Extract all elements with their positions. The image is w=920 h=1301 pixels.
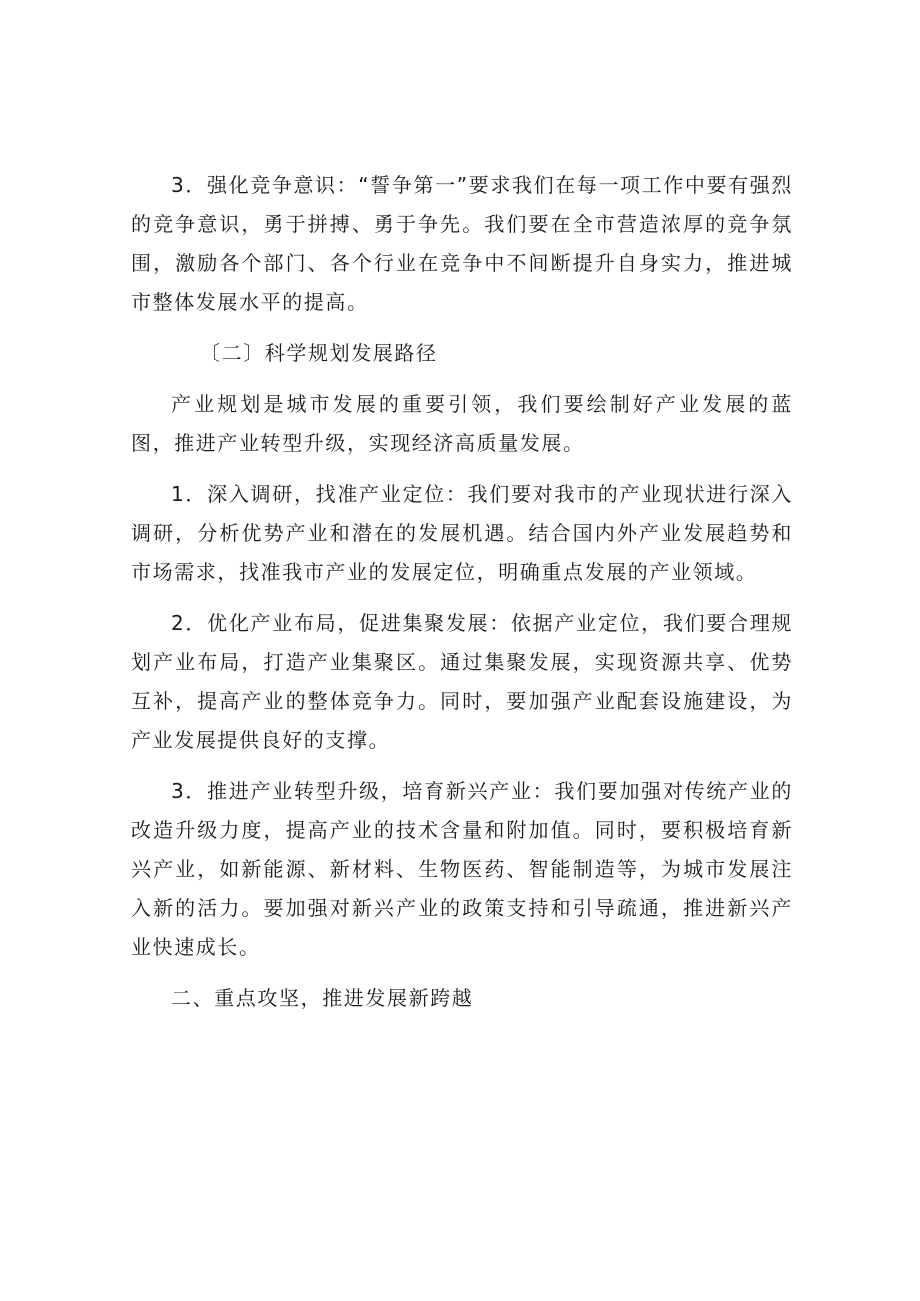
section-heading-planning: 〔二〕科学规划发展路径 <box>200 341 438 365</box>
chapter-heading-key-tasks: 二、重点攻坚，推进发展新跨越 <box>171 986 474 1010</box>
paragraph-industry-layout: 2．优化产业布局，促进集聚发展：依据产业定位，我们要合理规划产业布局，打造产业集聚区。通过集聚发展，实现资源共享、优势互补，提高产业的整体竞争力。同时，要加强产业配套设施建设，为产业发展提供良好的支撑。 <box>131 611 793 752</box>
document-body <box>131 166 793 1018</box>
paragraph-competition-awareness: 3．强化竞争意识：“誓争第一”要求我们在每一项工作中要有强烈的竞争意识，勇于拼搏、勇于争先。我们要在全市营造浓厚的竞争氛围，激励各个部门、各个行业在竞争中不间断提升自身实力，推进城市整体发展水平的提高。 <box>131 173 793 314</box>
paragraph-industry-upgrade: 3．推进产业转型升级，培育新兴产业：我们要加强对传统产业的改造升级力度，提高产业的技术含量和附加值。同时，要积极培育新兴产业，如新能源、新材料、生物医药、智能制造等，为城市发展注入新的活力。要加强对新兴产业的政策支持和引导疏通，推进新兴产业快速成长。 <box>131 779 793 959</box>
paragraph-research-positioning: 1．深入调研，找准产业定位：我们要对我市的产业现状进行深入调研，分析优势产业和潜在的发展机遇。结合国内外产业发展趋势和市场需求，找准我市产业的发展定位，明确重点发展的产业领域。 <box>131 482 793 584</box>
paragraph-planning-intro: 产业规划是城市发展的重要引领，我们要绘制好产业发展的蓝图，推进产业转型升级，实现经济高质量发展。 <box>131 392 793 455</box>
